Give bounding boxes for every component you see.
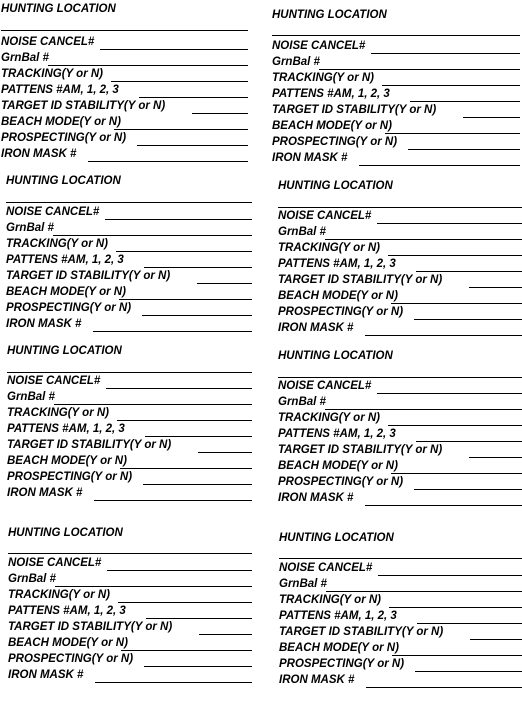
hunting-location-line[interactable]: [6, 202, 252, 203]
hunting-card-2: [272, 8, 520, 171]
field-label: TRACKING(Y or N): [278, 412, 381, 424]
field-target-id-stability: [279, 625, 522, 641]
field-noise-cancel: [6, 205, 252, 221]
field-noise-cancel: [278, 379, 522, 395]
field-label: TRACKING(Y or N): [279, 594, 382, 606]
hunting-card-4: [278, 179, 522, 341]
field-line-tracking[interactable]: [382, 85, 520, 86]
field-label: IRON MASK #: [278, 492, 354, 504]
hunting-location-line[interactable]: [278, 377, 522, 378]
field-line-pattens[interactable]: [146, 618, 252, 619]
field-line-beach-mode[interactable]: [121, 650, 252, 651]
field-label: PROSPECTING(Y or N): [8, 653, 134, 665]
field-line-iron-mask[interactable]: [94, 500, 252, 501]
field-label: TRACKING(Y or N): [272, 72, 375, 84]
field-line-pattens[interactable]: [145, 436, 252, 437]
field-label: PROSPECTING(Y or N): [6, 302, 132, 314]
field-beach-mode: [278, 289, 522, 305]
field-iron-mask: [8, 668, 252, 684]
field-prospecting: [7, 470, 252, 486]
field-label: PATTENS #AM, 1, 2, 3: [278, 428, 396, 440]
field-iron-mask: [279, 673, 522, 689]
field-pattens: [279, 609, 522, 625]
field-pattens: [278, 257, 522, 273]
field-line-prospecting[interactable]: [408, 149, 520, 150]
field-label: NOISE CANCEL#: [1, 36, 95, 48]
field-label: NOISE CANCEL#: [272, 40, 366, 52]
hunting-card-3: [6, 174, 252, 337]
field-label: IRON MASK #: [272, 152, 348, 164]
field-line-iron-mask[interactable]: [88, 161, 248, 162]
field-label: NOISE CANCEL#: [6, 206, 100, 218]
field-line-prospecting[interactable]: [414, 489, 522, 490]
field-line-prospecting[interactable]: [144, 666, 252, 667]
field-label: TRACKING(Y or N): [278, 242, 381, 254]
field-beach-mode: [1, 115, 248, 131]
field-target-id-stability: [6, 269, 252, 285]
hunting-location-title: HUNTING LOCATION: [279, 532, 394, 544]
field-noise-cancel: [1, 35, 248, 51]
field-line-grnbal[interactable]: [325, 239, 522, 240]
field-label: IRON MASK #: [1, 148, 77, 160]
hunting-location-title: HUNTING LOCATION: [278, 180, 393, 192]
field-line-pattens[interactable]: [417, 623, 522, 624]
field-label: PROSPECTING(Y or N): [1, 132, 127, 144]
field-label: NOISE CANCEL#: [278, 210, 372, 222]
field-line-beach-mode[interactable]: [385, 133, 520, 134]
field-line-grnbal[interactable]: [325, 409, 522, 410]
field-noise-cancel: [278, 209, 522, 225]
field-line-target-id-stability[interactable]: [197, 283, 252, 284]
field-tracking: [6, 237, 252, 253]
field-prospecting: [278, 305, 522, 321]
field-label: IRON MASK #: [279, 674, 355, 686]
field-line-iron-mask[interactable]: [93, 331, 252, 332]
hunting-card-8: [279, 531, 522, 693]
field-line-beach-mode[interactable]: [114, 129, 248, 130]
field-line-grnbal[interactable]: [48, 65, 248, 66]
field-grnbal: [8, 572, 252, 588]
field-label: PROSPECTING(Y or N): [272, 136, 398, 148]
field-line-beach-mode[interactable]: [119, 299, 252, 300]
field-label: PATTENS #AM, 1, 2, 3: [7, 423, 125, 435]
field-line-tracking[interactable]: [388, 425, 522, 426]
field-tracking: [1, 67, 248, 83]
field-line-beach-mode[interactable]: [391, 303, 522, 304]
field-label: PROSPECTING(Y or N): [279, 658, 405, 670]
field-label: TARGET ID STABILITY(Y or N): [6, 270, 171, 282]
field-iron-mask: [272, 151, 520, 167]
field-label: TARGET ID STABILITY(Y or N): [8, 621, 173, 633]
field-line-grnbal[interactable]: [326, 591, 522, 592]
field-label: TARGET ID STABILITY(Y or N): [279, 626, 444, 638]
hunting-location-line[interactable]: [279, 558, 522, 559]
field-prospecting: [1, 131, 248, 147]
field-label: BEACH MODE(Y or N): [6, 286, 126, 298]
field-line-grnbal[interactable]: [53, 235, 252, 236]
field-line-grnbal[interactable]: [55, 586, 252, 587]
field-label: BEACH MODE(Y or N): [1, 116, 121, 128]
field-label: PATTENS #AM, 1, 2, 3: [278, 258, 396, 270]
field-line-iron-mask[interactable]: [365, 505, 522, 506]
hunting-location-line[interactable]: [272, 35, 520, 36]
field-line-beach-mode[interactable]: [392, 655, 522, 656]
field-label: BEACH MODE(Y or N): [279, 642, 399, 654]
field-label: NOISE CANCEL#: [278, 380, 372, 392]
field-noise-cancel: [272, 39, 520, 55]
field-label: TARGET ID STABILITY(Y or N): [1, 100, 166, 112]
field-line-target-id-stability[interactable]: [192, 113, 248, 114]
field-beach-mode: [8, 636, 252, 652]
hunting-card-5: [7, 344, 252, 506]
field-target-id-stability: [8, 620, 252, 636]
field-label: GrnBal #: [272, 56, 320, 68]
field-target-id-stability: [7, 438, 252, 454]
field-label: TARGET ID STABILITY(Y or N): [278, 444, 443, 456]
field-line-tracking[interactable]: [388, 255, 522, 256]
field-line-tracking[interactable]: [116, 251, 252, 252]
field-label: NOISE CANCEL#: [279, 562, 373, 574]
field-label: TRACKING(Y or N): [7, 407, 110, 419]
field-line-pattens[interactable]: [139, 97, 248, 98]
field-line-noise-cancel[interactable]: [105, 219, 252, 220]
field-grnbal: [278, 225, 522, 241]
field-line-tracking[interactable]: [117, 420, 252, 421]
hunting-location-line[interactable]: [7, 372, 252, 373]
field-line-target-id-stability[interactable]: [469, 287, 522, 288]
field-beach-mode: [7, 454, 252, 470]
field-pattens: [8, 604, 252, 620]
field-label: GrnBal #: [279, 578, 327, 590]
field-prospecting: [279, 657, 522, 673]
field-line-beach-mode[interactable]: [391, 473, 522, 474]
hunting-location-title: HUNTING LOCATION: [6, 175, 121, 187]
field-line-tracking[interactable]: [111, 81, 248, 82]
field-label: IRON MASK #: [278, 322, 354, 334]
field-label: TRACKING(Y or N): [8, 589, 111, 601]
field-label: PROSPECTING(Y or N): [7, 471, 133, 483]
field-line-noise-cancel[interactable]: [377, 223, 522, 224]
field-label: BEACH MODE(Y or N): [278, 460, 398, 472]
field-line-target-id-stability[interactable]: [470, 639, 522, 640]
field-label: TRACKING(Y or N): [1, 68, 104, 80]
hunting-card-7: [8, 526, 252, 688]
field-grnbal: [1, 51, 248, 67]
field-line-target-id-stability[interactable]: [199, 634, 252, 635]
field-label: NOISE CANCEL#: [8, 557, 102, 569]
field-label: IRON MASK #: [6, 318, 82, 330]
field-tracking: [8, 588, 252, 604]
field-iron-mask: [7, 486, 252, 502]
field-noise-cancel: [7, 374, 252, 390]
field-line-target-id-stability[interactable]: [463, 117, 520, 118]
field-grnbal: [278, 395, 522, 411]
field-line-target-id-stability[interactable]: [198, 452, 252, 453]
field-label: PATTENS #AM, 1, 2, 3: [6, 254, 124, 266]
field-label: PATTENS #AM, 1, 2, 3: [272, 88, 390, 100]
field-beach-mode: [278, 459, 522, 475]
field-pattens: [6, 253, 252, 269]
field-line-noise-cancel[interactable]: [377, 393, 522, 394]
field-label: IRON MASK #: [8, 669, 84, 681]
field-grnbal: [279, 577, 522, 593]
field-tracking: [278, 241, 522, 257]
field-line-grnbal[interactable]: [54, 404, 252, 405]
field-tracking: [7, 406, 252, 422]
field-label: BEACH MODE(Y or N): [278, 290, 398, 302]
field-label: TARGET ID STABILITY(Y or N): [272, 104, 437, 116]
field-label: NOISE CANCEL#: [7, 375, 101, 387]
field-label: BEACH MODE(Y or N): [7, 455, 127, 467]
field-label: IRON MASK #: [7, 487, 83, 499]
field-line-tracking[interactable]: [118, 602, 252, 603]
field-line-grnbal[interactable]: [319, 69, 520, 70]
hunting-location-title: HUNTING LOCATION: [8, 527, 123, 539]
field-pattens: [7, 422, 252, 438]
field-tracking: [272, 71, 520, 87]
field-target-id-stability: [278, 443, 522, 459]
field-line-prospecting[interactable]: [414, 319, 522, 320]
hunting-location-title: HUNTING LOCATION: [278, 350, 393, 362]
field-tracking: [279, 593, 522, 609]
field-iron-mask: [6, 317, 252, 333]
field-label: BEACH MODE(Y or N): [8, 637, 128, 649]
field-line-noise-cancel[interactable]: [100, 49, 248, 50]
field-label: PATTENS #AM, 1, 2, 3: [1, 84, 119, 96]
field-line-noise-cancel[interactable]: [106, 388, 252, 389]
field-grnbal: [6, 221, 252, 237]
field-grnbal: [7, 390, 252, 406]
field-noise-cancel: [8, 556, 252, 572]
field-label: GrnBal #: [1, 52, 49, 64]
field-line-tracking[interactable]: [389, 607, 522, 608]
field-target-id-stability: [272, 103, 520, 119]
field-line-noise-cancel[interactable]: [371, 53, 520, 54]
field-label: TARGET ID STABILITY(Y or N): [7, 439, 172, 451]
hunting-location-title: HUNTING LOCATION: [272, 9, 387, 21]
hunting-location-line[interactable]: [1, 30, 248, 31]
field-label: TARGET ID STABILITY(Y or N): [278, 274, 443, 286]
field-line-pattens[interactable]: [144, 267, 252, 268]
hunting-card-6: [278, 349, 522, 511]
field-pattens: [272, 87, 520, 103]
field-line-prospecting[interactable]: [142, 315, 252, 316]
field-line-pattens[interactable]: [416, 441, 522, 442]
field-line-noise-cancel[interactable]: [378, 575, 522, 576]
field-beach-mode: [272, 119, 520, 135]
hunting-location-title: HUNTING LOCATION: [7, 345, 122, 357]
field-label: GrnBal #: [278, 396, 326, 408]
field-line-iron-mask[interactable]: [359, 165, 520, 166]
field-line-pattens[interactable]: [410, 101, 520, 102]
field-pattens: [278, 427, 522, 443]
field-label: TRACKING(Y or N): [6, 238, 109, 250]
field-line-beach-mode[interactable]: [120, 468, 252, 469]
field-tracking: [278, 411, 522, 427]
field-line-prospecting[interactable]: [137, 145, 248, 146]
field-line-noise-cancel[interactable]: [107, 570, 252, 571]
field-noise-cancel: [279, 561, 522, 577]
field-line-target-id-stability[interactable]: [469, 457, 522, 458]
field-pattens: [1, 83, 248, 99]
field-grnbal: [272, 55, 520, 71]
field-target-id-stability: [278, 273, 522, 289]
hunting-location-line[interactable]: [278, 207, 522, 208]
field-iron-mask: [278, 321, 522, 337]
field-label: GrnBal #: [7, 391, 55, 403]
field-line-iron-mask[interactable]: [95, 682, 252, 683]
field-line-prospecting[interactable]: [143, 484, 252, 485]
hunting-location-line[interactable]: [8, 553, 252, 554]
field-label: GrnBal #: [278, 226, 326, 238]
field-label: PATTENS #AM, 1, 2, 3: [8, 605, 126, 617]
field-prospecting: [278, 475, 522, 491]
field-line-pattens[interactable]: [416, 271, 522, 272]
hunting-card-1: [1, 2, 248, 167]
field-label: BEACH MODE(Y or N): [272, 120, 392, 132]
field-line-iron-mask[interactable]: [366, 687, 522, 688]
field-beach-mode: [279, 641, 522, 657]
field-line-prospecting[interactable]: [415, 671, 522, 672]
field-line-iron-mask[interactable]: [365, 335, 522, 336]
field-prospecting: [8, 652, 252, 668]
field-iron-mask: [278, 491, 522, 507]
field-label: PROSPECTING(Y or N): [278, 476, 404, 488]
field-label: GrnBal #: [6, 222, 54, 234]
field-prospecting: [6, 301, 252, 317]
field-target-id-stability: [1, 99, 248, 115]
field-iron-mask: [1, 147, 248, 163]
field-beach-mode: [6, 285, 252, 301]
field-label: PROSPECTING(Y or N): [278, 306, 404, 318]
hunting-location-title: HUNTING LOCATION: [1, 3, 116, 15]
field-label: GrnBal #: [8, 573, 56, 585]
field-label: PATTENS #AM, 1, 2, 3: [279, 610, 397, 622]
field-prospecting: [272, 135, 520, 151]
